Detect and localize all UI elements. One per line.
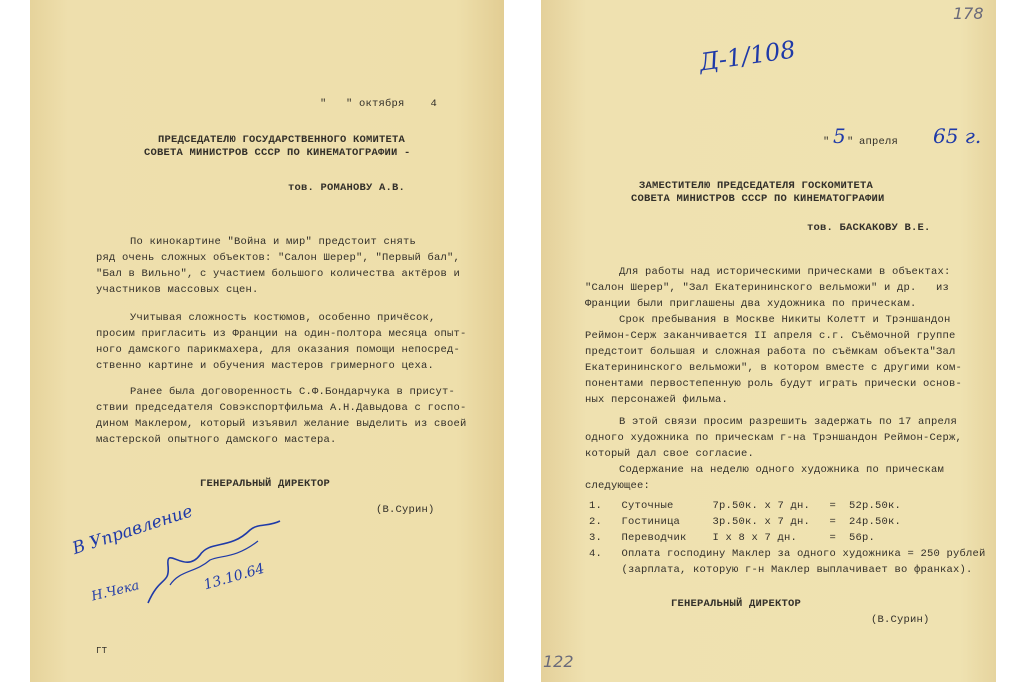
body-line: Франции были приглашены два художника по прическам. — [585, 298, 917, 310]
body-line: Реймон-Серж заканчивается II апреля с.г. Съёмочной группе — [585, 330, 956, 342]
handwritten-signature-icon — [140, 515, 290, 615]
addressee-line-2: СОВЕТА МИНИСТРОВ СССР ПО КИНЕМАТОГРАФИИ — [631, 193, 885, 205]
letter-page-right — [541, 0, 996, 682]
addressee-name: тов. БАСКАКОВУ В.Е. — [807, 222, 931, 234]
signature-name: (В.Сурин) — [376, 504, 435, 516]
body-line: "Бал в Вильно", с участием большого количества актёров и — [96, 268, 461, 280]
body-line: Екатерининского вельможи", в котором вместе с другими ком- — [585, 362, 963, 374]
handwritten-initials: Н.Чека — [90, 578, 141, 605]
body-line: ряд очень сложных объектов: "Салон Шерер", "Первый бал", — [96, 252, 461, 264]
expense-row: 2. Гостиница 3р.50к. х 7 дн. = 24р.50к. — [589, 516, 902, 528]
body-line: Содержание на неделю одного художника по прическам — [619, 464, 945, 476]
date-day: 5 — [833, 124, 846, 148]
handwritten-resolution: В Управление — [70, 501, 196, 560]
body-line: Для работы над историческими прическами в объектах: — [619, 266, 951, 278]
body-line: ственно картине и обучения мастеров гримерного цеха. — [96, 360, 435, 372]
body-line: Учитывая сложность костюмов, особенно причёсок, — [130, 312, 436, 324]
letter-page-left — [30, 0, 504, 682]
date-line-prefix: " — [823, 136, 830, 148]
corner-number: 178 — [953, 4, 984, 23]
addressee-line-1: ПРЕДСЕДАТЕЛЮ ГОСУДАРСТВЕННОГО КОМИТЕТА — [158, 134, 406, 146]
body-line: ных персонажей фильма. — [585, 394, 729, 406]
date-line-quote: " — [847, 136, 854, 148]
addressee-name: тов. РОМАНОВУ А.В. — [288, 182, 406, 194]
footer-code: ГТ — [96, 646, 108, 656]
body-line: участников массовых сцен. — [96, 284, 259, 296]
registry-mark: Д-1/108 — [697, 35, 798, 77]
body-line: ного дамского парикмахера, для оказания помощи непосред- — [96, 344, 461, 356]
body-line: который дал свое согласие. — [585, 448, 755, 460]
expense-row: 1. Суточные 7р.50к. х 7 дн. = 52р.50к. — [589, 500, 902, 512]
body-line: понентами первостепенную роль будут играть прически основ- — [585, 378, 963, 390]
body-line: предстоит большая и сложная работа по съёмкам объекта"Зал — [585, 346, 956, 358]
body-line: следующее: — [585, 480, 651, 492]
body-line: дином Маклером, который изъявил желание выделить из своей — [96, 418, 467, 430]
date-year: 65 г. — [933, 124, 982, 148]
body-line: ствии председателя Совэкспортфильма А.Н.Давыдова с госпо- — [96, 402, 467, 414]
body-line: Срок пребывания в Москве Никиты Колетт и Трэншандон — [619, 314, 951, 326]
expense-row: 4. Оплата господину Маклер за одного художника = 250 рублей — [589, 548, 986, 560]
body-line: мастерской опытного дамского мастера. — [96, 434, 337, 446]
expense-row: (зарплата, которую г-н Маклер выплачивает во франках). — [589, 564, 973, 576]
signature-title: ГЕНЕРАЛЬНЫЙ ДИРЕКТОР — [671, 598, 802, 610]
body-line: По кинокартине "Война и мир" предстоит снять — [130, 236, 417, 248]
expense-row: 3. Переводчик I х 8 х 7 дн. = 56р. — [589, 532, 876, 544]
body-line: В этой связи просим разрешить задержать по 17 апреля — [619, 416, 958, 428]
body-line: Ранее была договоренность С.Ф.Бондарчука в присут- — [130, 386, 456, 398]
addressee-line-2: СОВЕТА МИНИСТРОВ СССР ПО КИНЕМАТОГРАФИИ - — [144, 147, 411, 159]
date-month: апреля — [859, 136, 899, 148]
date-line: " " октября 4 — [320, 98, 438, 110]
body-line: "Салон Шерер", "Зал Екатерининского вельможи" и др. из — [585, 282, 950, 294]
bottom-mark: 122 — [543, 652, 574, 671]
signature-title: ГЕНЕРАЛЬНЫЙ ДИРЕКТОР — [200, 478, 331, 490]
signature-name: (В.Сурин) — [871, 614, 930, 626]
body-line: просим пригласить из Франции на один-полтора месяца опыт- — [96, 328, 467, 340]
body-line: одного художника по прическам г-на Трэншандон Реймон-Серж, — [585, 432, 963, 444]
handwritten-date: 13.10.64 — [202, 560, 267, 594]
addressee-line-1: ЗАМЕСТИТЕЛЮ ПРЕДСЕДАТЕЛЯ ГОСКОМИТЕТА — [639, 180, 874, 192]
